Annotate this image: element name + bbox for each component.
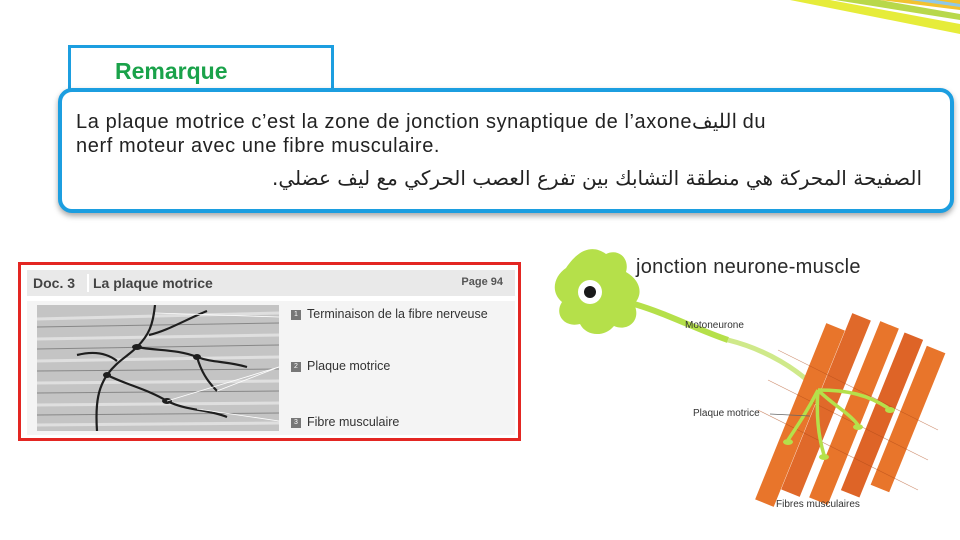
remark-french-text xyxy=(76,110,936,158)
corner-decoration xyxy=(760,0,960,40)
label-motoneurone: Motoneurone xyxy=(685,320,744,331)
legend-number: 3 xyxy=(291,418,301,428)
doc-number: Doc. 3 xyxy=(33,275,76,291)
legend-item-terminaison xyxy=(291,307,488,321)
doc-header xyxy=(27,270,515,296)
remark-line-2: nerf moteur avec une fibre musculaire. xyxy=(76,135,441,157)
legend-number: 1 xyxy=(291,310,301,320)
doc-body xyxy=(27,301,515,435)
remark-line-1: La plaque motrice c’est la zone de jonction synaptique de l’axoneالليف du xyxy=(76,111,767,133)
legend-label: Fibre musculaire xyxy=(307,415,400,429)
neuron-muscle-diagram xyxy=(548,240,948,530)
remark-box xyxy=(58,88,954,213)
doc-page: Page 94 xyxy=(461,276,503,288)
micrograph-image xyxy=(37,305,279,431)
remark-title: Remarque xyxy=(115,58,228,84)
legend-item-fibre xyxy=(291,415,399,429)
legend-label: Plaque motrice xyxy=(307,359,391,373)
label-fibres-musculaires: Fibres musculaires xyxy=(776,499,860,510)
legend-label: Terminaison de la fibre nerveuse xyxy=(307,307,488,321)
doc-separator xyxy=(87,274,89,292)
legend-item-plaque xyxy=(291,359,390,373)
legend-number: 2 xyxy=(291,362,301,372)
doc-figure xyxy=(18,262,521,441)
remark-arabic-text: الصفيحة المحركة هي منطقة التشابك بين تفرع العصب الحركي مع ليف عضلي. xyxy=(271,166,922,190)
neuron-muscle-illustration xyxy=(548,240,948,530)
label-plaque-motrice: Plaque motrice xyxy=(693,408,760,419)
doc-title: La plaque motrice xyxy=(93,275,213,291)
diagram-title: jonction neurone-muscle xyxy=(636,256,861,278)
